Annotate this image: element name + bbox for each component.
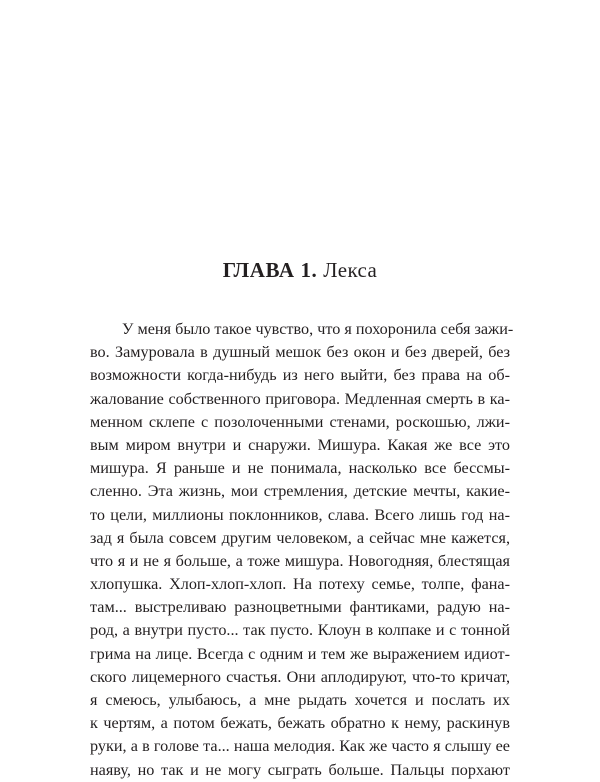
chapter-name: Лекса (323, 258, 378, 282)
text-line: руки, а в голове та... наша мелодия. Как же часто я слышу ее (90, 737, 510, 756)
body-paragraph (90, 318, 514, 782)
text-line: жалование собственного приговора. Медленная смерть в ка- (90, 389, 510, 408)
text-line: к чертям, а потом бежать, бежать обратно к нему, раскинув (90, 714, 510, 733)
chapter-number: ГЛАВА 1. (222, 258, 318, 282)
text-line: зад я была совсем другим человеком, а сейчас мне кажется, (90, 528, 510, 547)
text-line: хлопушка. Хлоп-хлоп-хлоп. На потеху семье, толпе, фана- (90, 575, 510, 594)
text-line: возможности когда-нибудь из него выйти, без права на об- (90, 366, 510, 385)
text-line: что я и не я больше, а тоже мишура. Новогодняя, блестящая (90, 551, 510, 570)
text-line: мишура. Я раньше и не понимала, насколько все бессмы- (90, 459, 510, 478)
text-line: наяву, но так и не могу сыграть больше. Пальцы порхают (90, 760, 510, 779)
text-line: менном склепе с позолоченными стенами, роскошью, лжи- (90, 412, 510, 431)
chapter-heading (0, 258, 600, 283)
text-line: грима на лице. Всегда с одним и тем же выражением идиот- (90, 644, 510, 663)
text-line: я смеюсь, улыбаюсь, а мне рыдать хочется и послать их (90, 691, 510, 709)
text-line: ского лицемерного счастья. Они аплодируют, что-то кричат, (90, 667, 510, 686)
text-line: то цели, миллионы поклонников, слава. Всего лишь год на- (90, 505, 510, 524)
text-line: сленно. Эта жизнь, мои стремления, детские мечты, какие- (90, 482, 510, 501)
text-line: вым миром внутри и снаружи. Мишура. Какая же все это (90, 435, 510, 454)
text-line: У меня было такое чувство, что я похоронила себя зажи- (122, 320, 514, 338)
text-line: во. Замуровала в душный мешок без окон и без дверей, без (90, 343, 510, 362)
text-line: род, а внутри пусто... так пусто. Клоун в колпаке и с тонной (90, 621, 510, 640)
text-line: там... выстреливаю разноцветными фантиками, радую на- (90, 598, 510, 617)
